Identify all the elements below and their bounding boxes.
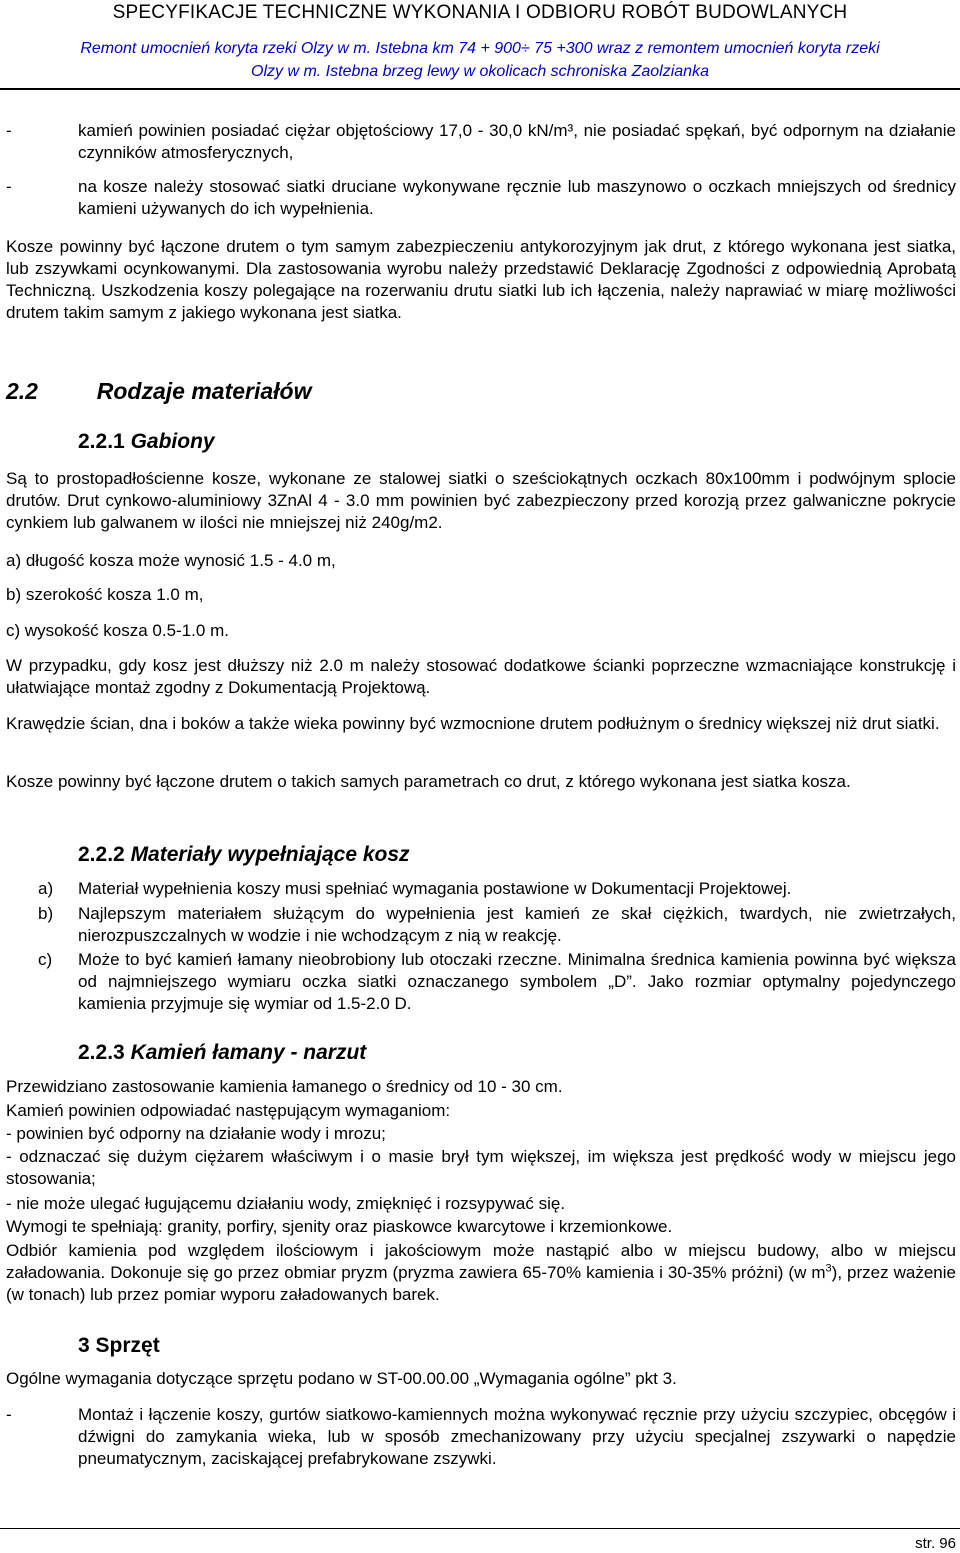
bullet-assembly: Montaż i łączenie koszy, gurtów siatkowo-kamiennych można wykonywać ręcznie przy użyciu szczypiec, obcęgów i dźwigni do zamykania wieka, lub w sposób zmechanizowany przy użyciu specjalnej zszywarki o napędzie pneumatycznym, zaciskającej prefabrykowane zszywki. xyxy=(78,1405,956,1468)
paragraph-equipment: Ogólne wymagania dotyczące sprzętu podano w ST-00.00.00 „Wymagania ogólne” pkt 3. xyxy=(6,1369,677,1388)
section-number: 2.2 xyxy=(6,378,38,404)
section-title: Kamień łamany - narzut xyxy=(130,1041,367,1064)
footer-divider xyxy=(0,1528,960,1529)
section-number: 2.2.3 xyxy=(78,1041,125,1064)
section-heading-2-2-1 xyxy=(78,430,215,454)
section-title: Materiały wypełniające kosz xyxy=(130,843,410,866)
section-heading-2-2-3 xyxy=(78,1041,366,1065)
paragraph-long-basket: W przypadku, gdy kosz jest dłuższy niż 2.0 m należy stosować dodatkowe ścianki poprzeczne wzmacniające konstrukcję i ułatwiające montaż zgodny z Dokumentacją Projektową. xyxy=(6,656,956,697)
item-label-c: c) xyxy=(38,950,53,969)
line-rock-types: Wymogi te spełniają: granity, porfiry, sjenity oraz piaskowce kwarcytowe i krzemionkowe. xyxy=(6,1217,673,1236)
section-heading-2-2 xyxy=(6,378,312,405)
item-best-material: Najlepszym materiałem służącym do wypełnienia jest kamień ze skał ciężkich, twardych, nie zwietrzałych, nierozpuszczalnych w wodzie i nie wchodzącym z nią w reakcję. xyxy=(78,904,956,945)
acceptance-text-b: ), przez ważenie (w tonach) lub przez pomiar wyporu załadowanych barek. xyxy=(6,1263,956,1304)
item-label-a: a) xyxy=(38,879,54,898)
acceptance-superscript: 3 xyxy=(825,1262,832,1275)
line-frost-resistant: - powinien być odporny na działanie wody i mrozu; xyxy=(6,1124,386,1143)
bullet-dash: - xyxy=(6,177,12,196)
document-header-title: SPECYFIKACJE TECHNICZNE WYKONANIA I ODBIORU ROBÓT BUDOWLANYCH xyxy=(112,2,848,23)
line-stone-diameter: Przewidziano zastosowanie kamienia łamanego o średnicy od 10 - 30 cm. xyxy=(6,1077,563,1096)
section-heading-2-2-2 xyxy=(78,843,410,867)
item-fill-material: Materiał wypełnienia koszy musi spełniać wymagania postawione w Dokumentacji Projektowej. xyxy=(78,879,792,898)
header-divider xyxy=(0,88,960,90)
bullet-stone-weight: kamień powinien posiadać ciężar objętościowy 17,0 - 30,0 kN/m³, nie posiadać spękań, być odpornym na działanie czynników atmosferycznych, xyxy=(78,121,956,162)
section-number: 2.2.2 xyxy=(78,843,125,866)
header-subtitle-line1: Remont umocnień koryta rzeki Olzy w m. Istebna km 74 + 900÷ 75 +300 wraz z remontem umocnień koryta rzeki xyxy=(80,40,880,57)
section-title: Gabiony xyxy=(130,430,215,453)
gabion-width: b) szerokość kosza 1.0 m, xyxy=(6,585,204,604)
paragraph-wire-joining: Kosze powinny być łączone drutem o takich samych parametrach co drut, z którego wykonana jest siatka kosza. xyxy=(6,772,851,791)
paragraph-gabions: Są to prostopadłościenne kosze, wykonane ze stalowej siatki o sześciokątnych oczkach 80x100mm i podwójnym splocie drutów. Drut cynkowo-aluminiowy 3ZnAl 4 - 3.0 mm powinien być zabezpieczony przed korozją przez galwaniczne pokrycie cynkiem lub galwanem w ilości nie mniejszej niż 240g/m2. xyxy=(6,469,956,532)
page-number: str. 96 xyxy=(915,1535,956,1552)
line-specific-weight: - odznaczać się dużym ciężarem właściwym i o masie brył tym większej, im większa jest prędkość wody w miejscu jego stosowania; xyxy=(6,1147,956,1188)
header-subtitle-line2: Olzy w m. Istebna brzeg lewy w okolicach schroniska Zaolzianka xyxy=(251,63,709,80)
paragraph-edges: Krawędzie ścian, dna i boków a także wieka powinny być wzmocnione drutem podłużnym o średnicy większej niż drut siatki. xyxy=(6,714,940,733)
paragraph-baskets-joining: Kosze powinny być łączone drutem o tym samym zabezpieczeniu antykorozyjnym jak drut, z którego wykonana jest siatka, lub zszywkami ocynkowanymi. Dla zastosowania wyrobu należy przedstawić Deklarację Zgodności z odpowiednią Aprobatą Techniczną. Uszkodzenia koszy polegające na rozerwaniu drutu siatki lub ich łączenia, należy naprawiać w miarę możliwości drutem takim samym z jakiego wykonana jest siatka. xyxy=(6,237,956,322)
section-heading-3: 3 Sprzęt xyxy=(78,1334,160,1357)
item-stone-size: Może to być kamień łamany nieobrobiony lub otoczaki rzeczne. Minimalna średnica kamienia powinna być większa od najmniejszego wymiaru oczka siatki oznaczanego symbolem „D”. Jako rozmiar optymalny pojedynczego kamienia przyjmuje się wymiar od 1.5-2.0 D. xyxy=(78,950,956,1013)
line-requirements: Kamień powinien odpowiadać następującym wymaganiom: xyxy=(6,1101,451,1120)
section-number: 2.2.1 xyxy=(78,430,125,453)
bullet-dash: - xyxy=(6,121,12,140)
line-leaching: - nie może ulegać ługującemu działaniu wody, zmięknięć i rozsypywać się. xyxy=(6,1194,566,1213)
paragraph-stone-acceptance xyxy=(6,1240,956,1306)
item-label-b: b) xyxy=(38,904,54,923)
bullet-mesh: na kosze należy stosować siatki druciane wykonywane ręcznie lub maszynowo o oczkach mniejszych od średnicy kamieni używanych do ich wypełnienia. xyxy=(78,177,956,218)
gabion-length: a) długość kosza może wynosić 1.5 - 4.0 m, xyxy=(6,551,336,570)
bullet-dash: - xyxy=(6,1405,12,1424)
gabion-height: c) wysokość kosza 0.5-1.0 m. xyxy=(6,621,229,640)
document-header-subtitle xyxy=(0,37,960,83)
acceptance-text-a: Odbiór kamienia pod względem ilościowym i jakościowym może nastąpić albo w miejscu budowy, albo w miejscu załadowania. Dokonuje się go przez obmiar pryzm (pryzma zawiera 65-70% kamienia i 30-35% próżni) (w m xyxy=(6,1241,956,1282)
section-title: Rodzaje materiałów xyxy=(96,378,312,404)
